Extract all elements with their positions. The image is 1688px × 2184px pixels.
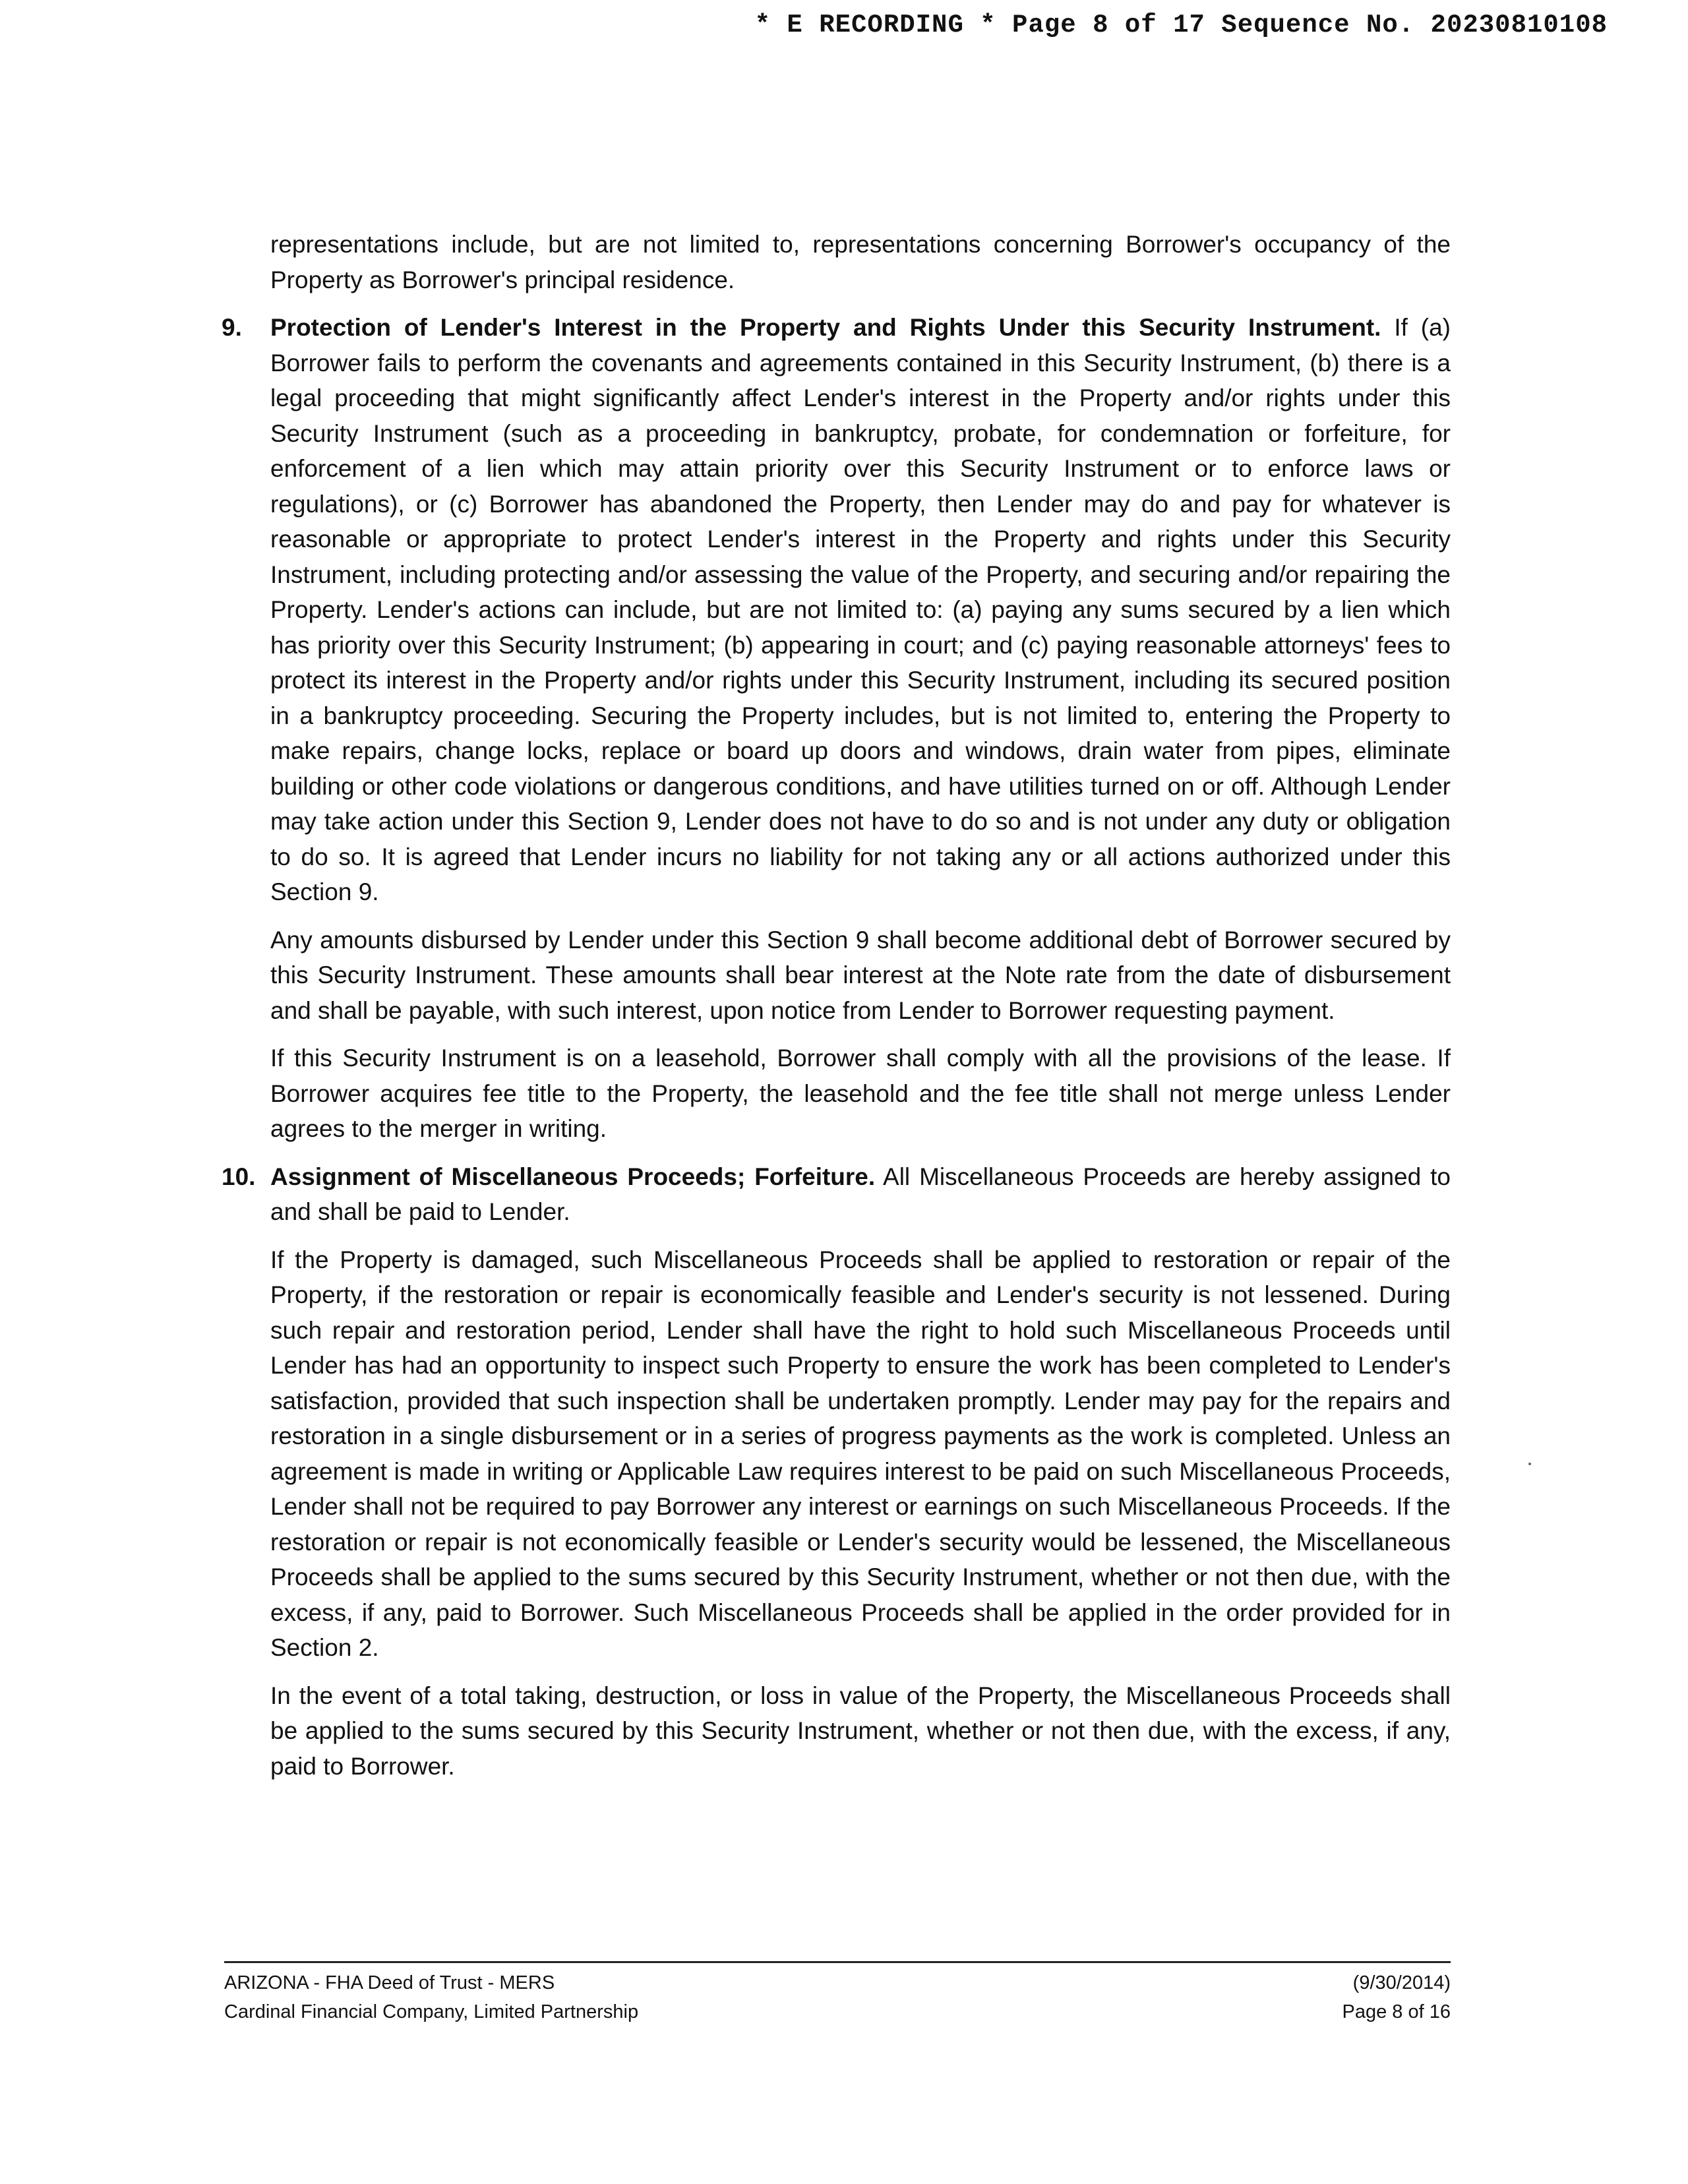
footer-right bbox=[1342, 1968, 1451, 2026]
section-9-paragraph-3: If this Security Instrument is on a leasehold, Borrower shall comply with all the provisions of the lease. If Borrower acquires fee title to the Property, the leasehold and the fee title shall not merge unless Lender agrees to the merger in writing. bbox=[270, 1045, 1451, 1142]
continuation-paragraph: representations include, but are not limited to, representations concerning Borrower's occupancy of the Property as Borrower's principal residence. bbox=[270, 231, 1451, 293]
footer-lender: Cardinal Financial Company, Limited Partnership bbox=[224, 2001, 639, 2022]
section-10-heading: Assignment of Miscellaneous Proceeds; Forfeiture. bbox=[270, 1163, 876, 1190]
scan-artifact-dot bbox=[1528, 1463, 1531, 1465]
section-10-paragraph-3: In the event of a total taking, destruction, or loss in value of the Property, the Miscellaneous Proceeds shall be applied to the sums secured by this Security Instrument, whether or not then due, with the excess, if any, paid to Borrower. bbox=[270, 1682, 1451, 1780]
section-10-paragraph-2: If the Property is damaged, such Miscellaneous Proceeds shall be applied to restoration or repair of the Property, if the restoration or repair is economically feasible and Lender's security is not lessened. During such repair and restoration period, Lender shall have the right to hold such Miscellaneous Proceeds until Lender has had an opportunity to inspect such Property to ensure the work has been completed to Lender's satisfaction, provided that such inspection shall be undertaken promptly. Lender may pay for the repairs and restoration in a single disbursement or in a series of progress payments as the work is completed. Unless an agreement is made in writing or Applicable Law requires interest to be paid on such Miscellaneous Proceeds, Lender shall not be required to pay Borrower any interest or earnings on such Miscellaneous Proceeds. If the restoration or repair is not economically feasible or Lender's security would be lessened, the Miscellaneous Proceeds shall be applied to the sums secured by this Security Instrument, whether or not then due, with the excess, if any, paid to Borrower. Such Miscellaneous Proceeds shall be applied in the order provided for in Section 2. bbox=[270, 1246, 1451, 1661]
recording-header: * E RECORDING * Page 8 of 17 Sequence No. 20230810108 bbox=[754, 11, 1608, 40]
section-9-text: If (a) Borrower fails to perform the covenants and agreements contained in this Security Instrument, (b) there is a legal proceeding that might significantly affect Lender's interest in the Property and/or rights under this Security Instrument (such as a proceeding in bankruptcy, probate, for condemnation or forfeiture, for enforcement of a lien which may attain priority over this Security Instrument or to enforce laws or regulations), or (c) Borrower has abandoned the Property, then Lender may do and pay for whatever is reasonable or appropriate to protect Lender's interest in the Property and rights under this Security Instrument, including protecting and/or assessing the value of the Property, and securing and/or repairing the Property. Lender's actions can include, but are not limited to: (a) paying any sums secured by a lien which has priority over this Security Instrument; (b) appearing in court; and (c) paying reasonable attorneys' fees to protect its interest in the Property and/or rights under this Security Instrument, including its secured position in a bankruptcy proceeding. Securing the Property includes, but is not limited to, entering the Property to make repairs, change locks, replace or board up doors and windows, drain water from pipes, eliminate building or other code violations or dangerous conditions, and have utilities turned on or off. Although Lender may take action under this Section 9, Lender does not have to do so and is not under any duty or obligation to do so. It is agreed that Lender incurs no liability for not taking any or all actions authorized under this Section 9. bbox=[270, 314, 1451, 905]
footer-page-number: Page 8 of 16 bbox=[1342, 2001, 1451, 2022]
section-9-paragraph-2: Any amounts disbursed by Lender under this Section 9 shall become additional debt of Borrower secured by this Security Instrument. These amounts shall bear interest at the Note rate from the date of disbursement and shall be payable, with such interest, upon notice from Lender to Borrower requesting payment. bbox=[270, 926, 1451, 1024]
section-9 bbox=[222, 310, 1451, 910]
section-10-text: All Miscellaneous Proceeds are hereby assigned to and shall be paid to Lender. bbox=[270, 1163, 1451, 1225]
section-9-number: 9. bbox=[222, 314, 242, 341]
section-10-number: 10. bbox=[222, 1163, 256, 1190]
document-body bbox=[224, 227, 1451, 1796]
footer-form-title: ARIZONA - FHA Deed of Trust - MERS bbox=[224, 1972, 555, 1993]
footer-left bbox=[224, 1968, 638, 2026]
section-9-heading: Protection of Lender's Interest in the Property and Rights Under this Security Instrument. bbox=[270, 314, 1381, 341]
footer-divider bbox=[224, 1961, 1451, 1963]
footer-form-date: (9/30/2014) bbox=[1352, 1972, 1451, 1993]
section-10 bbox=[222, 1159, 1451, 1230]
